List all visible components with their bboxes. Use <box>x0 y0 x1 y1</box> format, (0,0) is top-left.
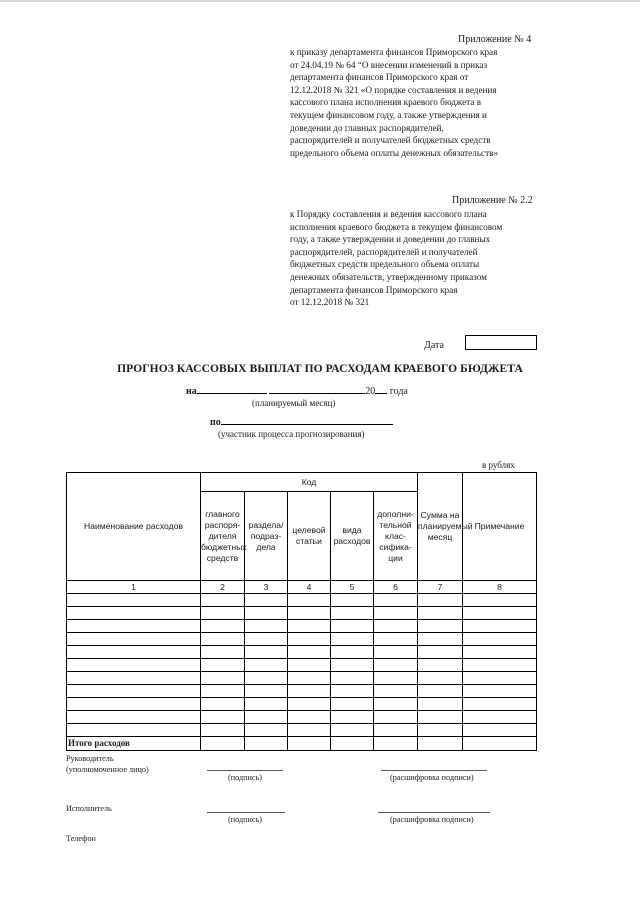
table-cell[interactable] <box>331 724 374 737</box>
participant-field[interactable] <box>221 414 393 425</box>
table-row <box>67 685 537 698</box>
appendix-4-title: Приложение № 4 <box>458 34 532 45</box>
table-row <box>67 607 537 620</box>
table-cell[interactable] <box>67 724 201 737</box>
table-cell[interactable] <box>463 620 537 633</box>
appendix-2-2-line: от 12.12.2018 № 321 <box>290 297 370 308</box>
col-number: 2 <box>201 581 245 594</box>
table-cell[interactable] <box>418 607 463 620</box>
table-cell[interactable] <box>201 698 245 711</box>
table-cell[interactable] <box>374 646 418 659</box>
table-row <box>67 633 537 646</box>
head-decode-line[interactable] <box>381 770 487 771</box>
col-header-section: раздела/подраз-дела <box>245 492 288 581</box>
table-cell[interactable] <box>463 594 537 607</box>
table-cell[interactable] <box>418 672 463 685</box>
table-cell[interactable] <box>418 711 463 724</box>
col-number: 1 <box>67 581 201 594</box>
appendix-4-line: предельного объема оплаты денежных обязательств» <box>290 147 499 158</box>
table-cell[interactable] <box>67 646 201 659</box>
table-cell[interactable] <box>331 646 374 659</box>
table-cell[interactable] <box>288 685 331 698</box>
table-cell[interactable] <box>374 737 418 751</box>
executor-signature-hint: (подпись) <box>228 815 262 824</box>
forecast-table <box>66 472 537 751</box>
period-hint: (планируемый месяц) <box>252 398 336 408</box>
table-cell[interactable] <box>245 672 288 685</box>
table-cell[interactable] <box>288 659 331 672</box>
table-cell[interactable] <box>288 620 331 633</box>
participant-line <box>210 414 393 428</box>
table-cell[interactable] <box>374 607 418 620</box>
table-cell[interactable] <box>331 711 374 724</box>
table-cell[interactable] <box>201 724 245 737</box>
table-cell[interactable] <box>331 698 374 711</box>
table-cell[interactable] <box>245 620 288 633</box>
table-cell[interactable] <box>201 659 245 672</box>
table-cell[interactable] <box>418 659 463 672</box>
table-cell[interactable] <box>418 646 463 659</box>
head-label: Руководитель <box>66 754 114 763</box>
appendix-2-2-line: году, а также утверждении и доведении до главных <box>290 234 491 245</box>
col-number: 8 <box>463 581 537 594</box>
appendix-2-2-line: денежных обязательств, утвержденному приказом <box>290 271 487 282</box>
table-row <box>67 724 537 737</box>
table-cell[interactable] <box>463 685 537 698</box>
table-cell[interactable] <box>463 607 537 620</box>
table-cell[interactable] <box>245 737 288 751</box>
col-header-note: Примечание <box>463 473 537 581</box>
total-label: Итого расходов <box>67 737 201 751</box>
table-cell[interactable] <box>374 620 418 633</box>
table-cell[interactable] <box>374 594 418 607</box>
col-header-additional-class: дополни-тельной клас-сифика-ции <box>374 492 418 581</box>
table-cell[interactable] <box>374 698 418 711</box>
period-year-suffix: года <box>389 386 408 397</box>
table-cell[interactable] <box>374 659 418 672</box>
col-number: 3 <box>245 581 288 594</box>
total-row <box>67 737 537 751</box>
table-cell[interactable] <box>201 620 245 633</box>
appendix-2-2-line: бюджетных средств предельного объема оплаты <box>290 259 480 270</box>
table-cell[interactable] <box>374 724 418 737</box>
table-cell[interactable] <box>288 633 331 646</box>
table-cell[interactable] <box>67 711 201 724</box>
table-cell[interactable] <box>331 737 374 751</box>
table-cell[interactable] <box>245 711 288 724</box>
date-field[interactable] <box>465 335 537 350</box>
appendix-4-line: к приказу департамента финансов Приморского края <box>290 47 498 57</box>
appendix-2-2-title: Приложение № 2.2 <box>452 195 533 206</box>
head-signature-line[interactable] <box>207 770 283 771</box>
table-row <box>67 594 537 607</box>
table-cell[interactable] <box>331 594 374 607</box>
table-cell[interactable] <box>201 685 245 698</box>
table-cell[interactable] <box>463 698 537 711</box>
participant-hint: (участник процесса прогнозирования) <box>218 429 365 439</box>
appendix-4-line: от 24.04.19 № 64 “О внесении изменений в приказ <box>290 59 488 70</box>
table-cell[interactable] <box>463 711 537 724</box>
appendix-4-line: распорядителей и получателей бюджетных средств <box>290 135 491 146</box>
executor-signature-line[interactable] <box>207 812 285 813</box>
appendix-2-2-line: к Порядку составления и ведения кассового плана <box>290 209 487 219</box>
period-month-field[interactable] <box>269 383 365 394</box>
page-top-edge <box>0 0 640 2</box>
table-row <box>67 659 537 672</box>
table-cell[interactable] <box>201 737 245 751</box>
table-cell[interactable] <box>418 620 463 633</box>
appendix-4-line: 12.12.2018 № 321 «О порядке составления и ведения <box>290 84 497 95</box>
appendix-2-2-line: департамента финансов Приморского края <box>290 284 458 295</box>
units-label: в рублях <box>482 460 515 470</box>
executor-label: Исполнитель <box>66 804 112 813</box>
table-cell[interactable] <box>67 620 201 633</box>
executor-decode-hint: (расшифровка подписи) <box>390 815 474 824</box>
table-cell[interactable] <box>463 672 537 685</box>
table-cell[interactable] <box>245 659 288 672</box>
table-cell[interactable] <box>331 685 374 698</box>
col-number: 5 <box>331 581 374 594</box>
head-sublabel: (уполномоченное лицо) <box>66 765 149 774</box>
phone-label: Телефон <box>66 834 96 843</box>
table-cell[interactable] <box>245 685 288 698</box>
participant-prefix: по <box>210 417 221 428</box>
table-cell[interactable] <box>418 633 463 646</box>
table-cell[interactable] <box>67 685 201 698</box>
table-cell[interactable] <box>67 698 201 711</box>
table-row <box>67 672 537 685</box>
col-header-code: Код <box>201 473 418 492</box>
table-cell[interactable] <box>418 594 463 607</box>
table-cell[interactable] <box>67 607 201 620</box>
table-cell[interactable] <box>245 633 288 646</box>
table-row <box>67 620 537 633</box>
table-cell[interactable] <box>331 672 374 685</box>
col-header-target-article: целевой статьи <box>288 492 331 581</box>
col-header-name: Наименование расходов <box>67 473 201 581</box>
table-cell[interactable] <box>201 711 245 724</box>
table-cell[interactable] <box>418 737 463 751</box>
table-cell[interactable] <box>201 672 245 685</box>
table-cell[interactable] <box>418 685 463 698</box>
table-cell[interactable] <box>67 672 201 685</box>
table-cell[interactable] <box>245 594 288 607</box>
table-cell[interactable] <box>288 607 331 620</box>
table-row <box>67 698 537 711</box>
table-row <box>67 711 537 724</box>
table-cell[interactable] <box>331 620 374 633</box>
table-cell[interactable] <box>463 646 537 659</box>
table-cell[interactable] <box>288 724 331 737</box>
table-cell[interactable] <box>374 711 418 724</box>
table-cell[interactable] <box>245 646 288 659</box>
period-year-prefix: 20 <box>365 386 376 397</box>
table-cell[interactable] <box>67 594 201 607</box>
period-year-field[interactable] <box>375 383 387 394</box>
col-number: 4 <box>288 581 331 594</box>
appendix-2-2-line: исполнения краевого бюджета в текущем финансовом <box>290 221 503 232</box>
col-header-sum: Сумма на планируемый месяц <box>418 473 463 581</box>
col-number: 7 <box>418 581 463 594</box>
date-label: Дата <box>424 340 444 351</box>
appendix-4-line: кассового плана исполнения краевого бюджета в <box>290 97 482 108</box>
table-cell[interactable] <box>201 607 245 620</box>
table-cell[interactable] <box>288 672 331 685</box>
col-number: 6 <box>374 581 418 594</box>
table-cell[interactable] <box>288 711 331 724</box>
period-line <box>186 383 408 397</box>
table-cell[interactable] <box>331 607 374 620</box>
table-cell[interactable] <box>245 698 288 711</box>
executor-decode-line[interactable] <box>378 812 490 813</box>
table-cell[interactable] <box>245 724 288 737</box>
col-header-main-manager: главного распоря-дителя бюджетных средств <box>201 492 245 581</box>
table-cell[interactable] <box>418 724 463 737</box>
period-prefix: на <box>186 386 197 397</box>
appendix-4-text <box>290 46 536 159</box>
table-cell[interactable] <box>463 737 537 751</box>
appendix-4-line: текущем финансовом году, а также утверждения и <box>290 109 487 120</box>
appendix-4-line: доведении до главных распорядителей, <box>290 122 444 133</box>
table-cell[interactable] <box>245 607 288 620</box>
head-signature-hint: (подпись) <box>228 773 262 782</box>
table-cell[interactable] <box>201 646 245 659</box>
table-cell[interactable] <box>288 646 331 659</box>
table-cell[interactable] <box>463 659 537 672</box>
table-cell[interactable] <box>288 698 331 711</box>
table-cell[interactable] <box>67 659 201 672</box>
table-cell[interactable] <box>463 724 537 737</box>
appendix-4-line: департамента финансов Приморского края от <box>290 72 469 83</box>
table-cell[interactable] <box>374 633 418 646</box>
appendix-2-2-text <box>290 208 536 309</box>
table-cell[interactable] <box>331 633 374 646</box>
head-decode-hint: (расшифровка подписи) <box>390 773 474 782</box>
table-cell[interactable] <box>374 672 418 685</box>
period-day-field[interactable] <box>197 383 267 394</box>
appendix-2-2-line: распорядителей, распорядителей и получателей <box>290 246 478 257</box>
table-cell[interactable] <box>288 737 331 751</box>
table-cell[interactable] <box>418 698 463 711</box>
table-cell[interactable] <box>374 685 418 698</box>
table-cell[interactable] <box>201 594 245 607</box>
form-title: ПРОГНОЗ КАССОВЫХ ВЫПЛАТ ПО РАСХОДАМ КРАЕВОГО БЮДЖЕТА <box>117 363 523 375</box>
table-cell[interactable] <box>463 633 537 646</box>
col-header-expense-type: вида расходов <box>331 492 374 581</box>
table-cell[interactable] <box>67 633 201 646</box>
table-cell[interactable] <box>201 633 245 646</box>
table-cell[interactable] <box>288 594 331 607</box>
table-cell[interactable] <box>331 659 374 672</box>
table-row <box>67 646 537 659</box>
